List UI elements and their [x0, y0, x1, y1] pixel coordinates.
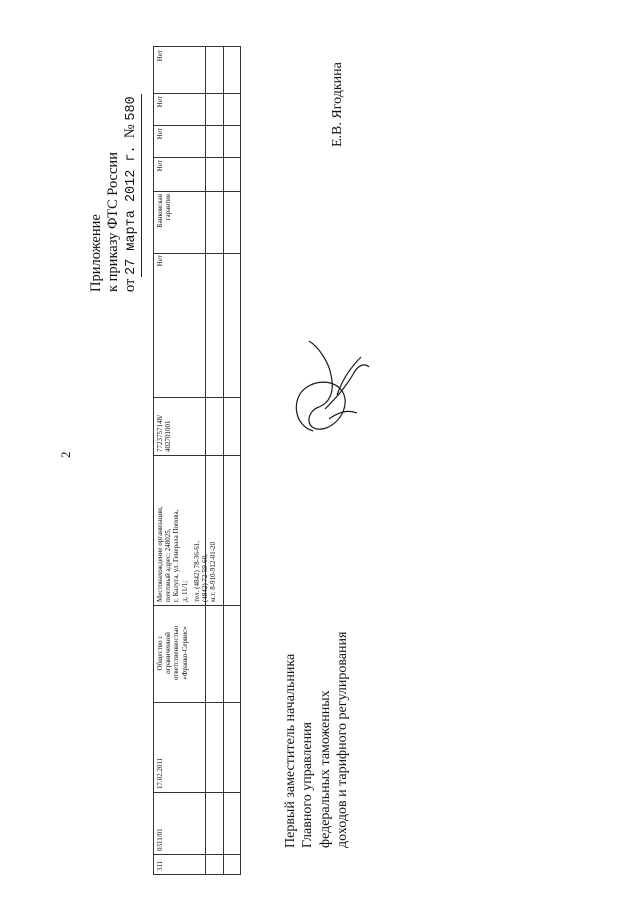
appendix-header [88, 96, 140, 292]
registration-date: 17.02.2011 [156, 757, 164, 790]
organization-name: Общество с ограниченной ответственностью «Франко-Сервис» [156, 626, 189, 681]
cell-number [154, 854, 205, 874]
appendix-number: 580 [124, 96, 139, 121]
cell-wide [154, 253, 205, 398]
appendix-order-date-line [122, 96, 140, 292]
appendix-date-underlined [122, 96, 140, 275]
flag-3-value: Нет [156, 95, 164, 108]
cell-organization [154, 605, 205, 703]
cell-inn-kpp [154, 397, 205, 455]
guarantee-type: Банковская гарантия [156, 193, 173, 227]
signer-title: Первый заместитель начальника Главного управления федеральных таможенных доходов и тарифного регулирования [283, 631, 350, 848]
appendix-order-ref: к приказу ФТС России [105, 152, 121, 292]
cell-flag-1 [154, 157, 205, 191]
row-number: 311 [156, 860, 164, 871]
table-row [154, 47, 218, 874]
appendix-number-sign: № [122, 124, 138, 139]
data-table [153, 46, 241, 875]
flag-4-value: Нет [156, 49, 164, 62]
wide-cell-value: Нет [156, 255, 164, 267]
cell-guarantee [154, 191, 205, 253]
table-empty-row [206, 47, 224, 874]
cell-flag-4 [154, 47, 205, 93]
cell-address [154, 455, 218, 605]
appendix-date: 27 марта 2012 г. [124, 145, 139, 275]
handwritten-signature-icon [285, 335, 375, 445]
reg-number: 0311/01 [156, 828, 164, 852]
signer-name: Е.В. Ягодкина [330, 62, 345, 147]
cell-flag-2 [154, 125, 205, 157]
page-number: 2 [58, 451, 73, 458]
appendix-date-prefix: от [122, 278, 138, 292]
flag-2-value: Нет [156, 127, 164, 139]
flag-1-value: Нет [156, 159, 164, 171]
cell-date [154, 702, 205, 792]
organization-address: Местонахождение организации, почтовый адрес: 248025, г. Калуга, ул. Генерала Попова, д. 11/1; тел. (4842) 78-36-61, (4842) 72-59-60, м.т. 8-910-912-01-20 [156, 506, 218, 602]
cell-flag-3 [154, 93, 205, 125]
table-empty-row [224, 47, 240, 874]
appendix-title: Приложение [88, 214, 104, 292]
inn-kpp: 7723757148/ 402701001 [156, 415, 173, 453]
cell-reg-number [154, 792, 205, 854]
